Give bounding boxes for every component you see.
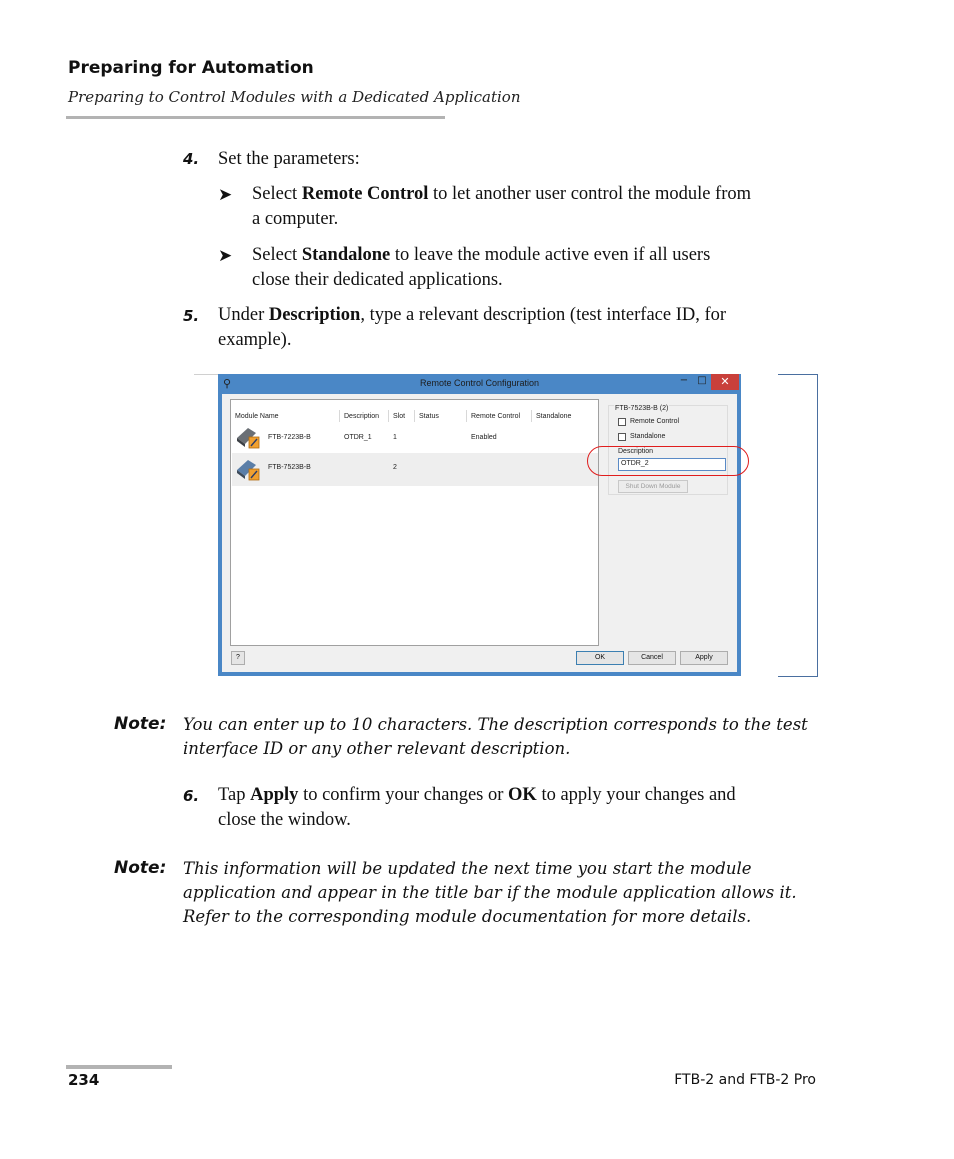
- section-subtitle: Preparing to Control Modules with a Dedicated Application: [68, 88, 521, 106]
- description-label: Description: [618, 448, 654, 455]
- screenshot-edge: [194, 374, 218, 375]
- product-name: FTB-2 and FTB-2 Pro: [674, 1072, 816, 1088]
- close-button[interactable]: ✕: [711, 374, 739, 390]
- ok-button[interactable]: OK: [576, 651, 624, 665]
- description-input[interactable]: OTDR_2: [618, 458, 726, 471]
- bullet-remote-control: Select Remote Control to let another user control the module from: [252, 184, 752, 204]
- column-separator: [339, 410, 340, 422]
- column-header-status[interactable]: Status: [419, 413, 439, 420]
- remote-control-window: [218, 374, 741, 676]
- window-titlebar: [218, 374, 741, 394]
- description-highlight-circle: [587, 446, 749, 476]
- module-icon: [234, 424, 260, 450]
- bullet-standalone: Select Standalone to leave the module active even if all users: [252, 245, 711, 265]
- standalone-label: Standalone: [630, 433, 666, 440]
- note-text-line: interface ID or any other relevant description.: [183, 739, 571, 758]
- window-title: Remote Control Configuration: [419, 378, 540, 388]
- remote-control-checkbox[interactable]: [618, 418, 626, 426]
- footer-rule: [66, 1065, 172, 1069]
- note-text-line: application and appear in the title bar if the module application allows it.: [183, 883, 797, 902]
- note-label: Note:: [114, 858, 167, 878]
- note-text-line: This information will be updated the next time you start the module: [183, 859, 752, 878]
- step-5-number: 5.: [183, 307, 200, 325]
- bullet-arrow-icon: ➤: [218, 185, 233, 205]
- step-4-number: 4.: [183, 150, 200, 168]
- column-header-slot[interactable]: Slot: [393, 413, 406, 420]
- column-header-module-name[interactable]: Module Name: [235, 413, 279, 420]
- step-6-number: 6.: [183, 787, 200, 805]
- help-button[interactable]: ?: [231, 651, 245, 665]
- column-separator: [388, 410, 389, 422]
- cell-module-name: FTB-7223B-B: [268, 434, 311, 441]
- table-row[interactable]: [232, 453, 598, 486]
- note-label: Note:: [114, 714, 167, 734]
- column-header-standalone[interactable]: Standalone: [536, 413, 572, 420]
- cell-module-name: FTB-7523B-B: [268, 464, 311, 471]
- table-row[interactable]: [232, 422, 598, 452]
- step-4-text: Set the parameters:: [218, 149, 360, 169]
- cell-description: OTDR_1: [344, 434, 372, 441]
- remote-control-label: Remote Control: [630, 418, 680, 425]
- note-text-line: Refer to the corresponding module documentation for more details.: [183, 907, 752, 926]
- cell-remote-control: Enabled: [471, 434, 497, 441]
- standalone-checkbox[interactable]: [618, 433, 626, 441]
- apply-button[interactable]: Apply: [680, 651, 728, 665]
- bullet-remote-control-line2: a computer.: [252, 209, 339, 229]
- bullet-standalone-line2: close their dedicated applications.: [252, 270, 503, 290]
- column-separator: [531, 410, 532, 422]
- shut-down-module-button[interactable]: Shut Down Module: [618, 480, 688, 493]
- note-text-line: You can enter up to 10 characters. The description corresponds to the test: [183, 715, 808, 734]
- step-5-text-line2: example).: [218, 330, 292, 350]
- screenshot-edge: [817, 374, 818, 676]
- window-client: [222, 394, 737, 672]
- cell-slot: 1: [393, 434, 397, 441]
- section-title: Preparing for Automation: [68, 58, 314, 78]
- cell-slot: 2: [393, 464, 397, 471]
- step-6-text-line2: close the window.: [218, 810, 351, 830]
- page-number: 234: [68, 1071, 100, 1089]
- step-6-text: Tap Apply to confirm your changes or OK to apply your changes and: [218, 785, 736, 805]
- module-icon: [234, 456, 260, 482]
- column-header-description[interactable]: Description: [344, 413, 380, 420]
- network-icon: ⚲: [223, 377, 232, 390]
- header-rule: [66, 116, 445, 119]
- column-separator: [466, 410, 467, 422]
- bullet-arrow-icon: ➤: [218, 246, 233, 266]
- screenshot-edge: [778, 374, 818, 375]
- module-grid: [230, 399, 599, 646]
- minimize-button[interactable]: −: [679, 375, 689, 386]
- cancel-button[interactable]: Cancel: [628, 651, 676, 665]
- group-title: FTB-7523B-B (2): [615, 405, 669, 412]
- column-separator: [414, 410, 415, 422]
- step-5-text: Under Description, type a relevant description (test interface ID, for: [218, 305, 727, 325]
- maximize-button[interactable]: □: [697, 375, 707, 386]
- column-header-remote-control[interactable]: Remote Control: [471, 413, 521, 420]
- screenshot-edge: [778, 676, 818, 677]
